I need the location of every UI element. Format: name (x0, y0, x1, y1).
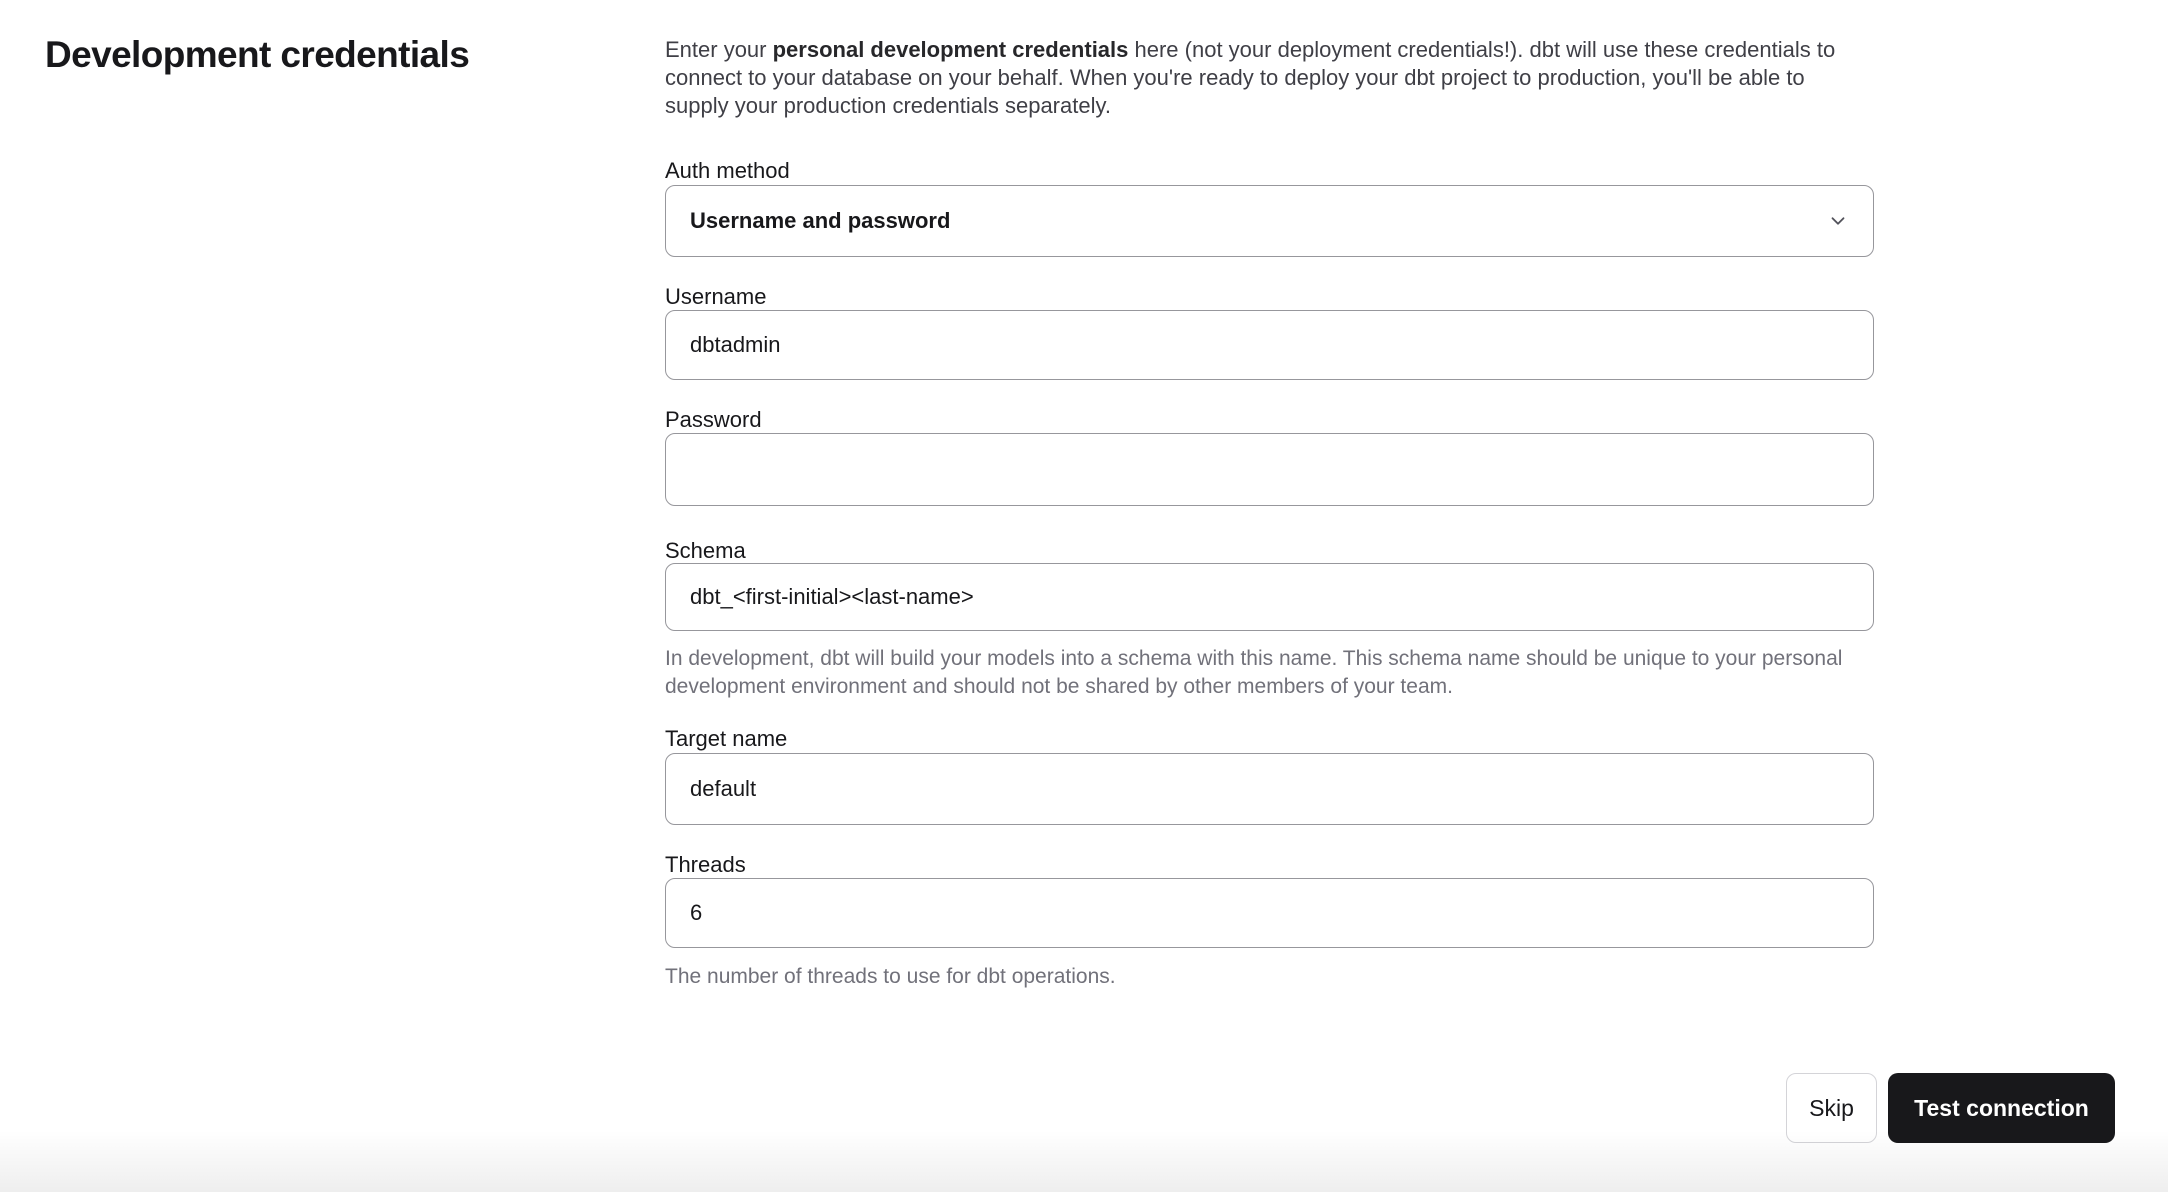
password-label: Password (665, 407, 762, 432)
password-input[interactable] (665, 433, 1874, 506)
threads-label: Threads (665, 852, 746, 877)
schema-helper-text: In development, dbt will build your models into a schema with this name. This schema name should be unique to your personal development environment and should not be shared by other members of your team. (665, 647, 1843, 698)
schema-label: Schema (665, 538, 746, 563)
username-input[interactable] (665, 310, 1874, 380)
intro-text-suffix: here (not your deployment credentials!). dbt will use these credentials to connect to your database on your behalf. When you're ready to deploy your dbt project to production, you'll be able to supply your production credentials separately. (665, 37, 1836, 118)
schema-input[interactable] (665, 563, 1874, 631)
auth-method-select[interactable] (665, 185, 1874, 257)
test-connection-button[interactable]: Test connection (1888, 1073, 2115, 1143)
skip-button[interactable]: Skip (1786, 1073, 1877, 1143)
chevron-down-icon (1827, 210, 1849, 232)
auth-method-label: Auth method (665, 158, 790, 183)
intro-paragraph (665, 36, 1874, 120)
intro-text-bold: personal development credentials (772, 37, 1129, 62)
threads-input[interactable] (665, 878, 1874, 948)
target-name-label: Target name (665, 726, 788, 751)
page-title: Development credentials (45, 34, 470, 75)
target-name-input[interactable] (665, 753, 1874, 825)
threads-helper-text: The number of threads to use for dbt operations. (665, 965, 1116, 988)
username-label: Username (665, 284, 767, 309)
auth-method-selected-value: Username and password (690, 208, 951, 233)
intro-text-prefix: Enter your (665, 37, 773, 62)
